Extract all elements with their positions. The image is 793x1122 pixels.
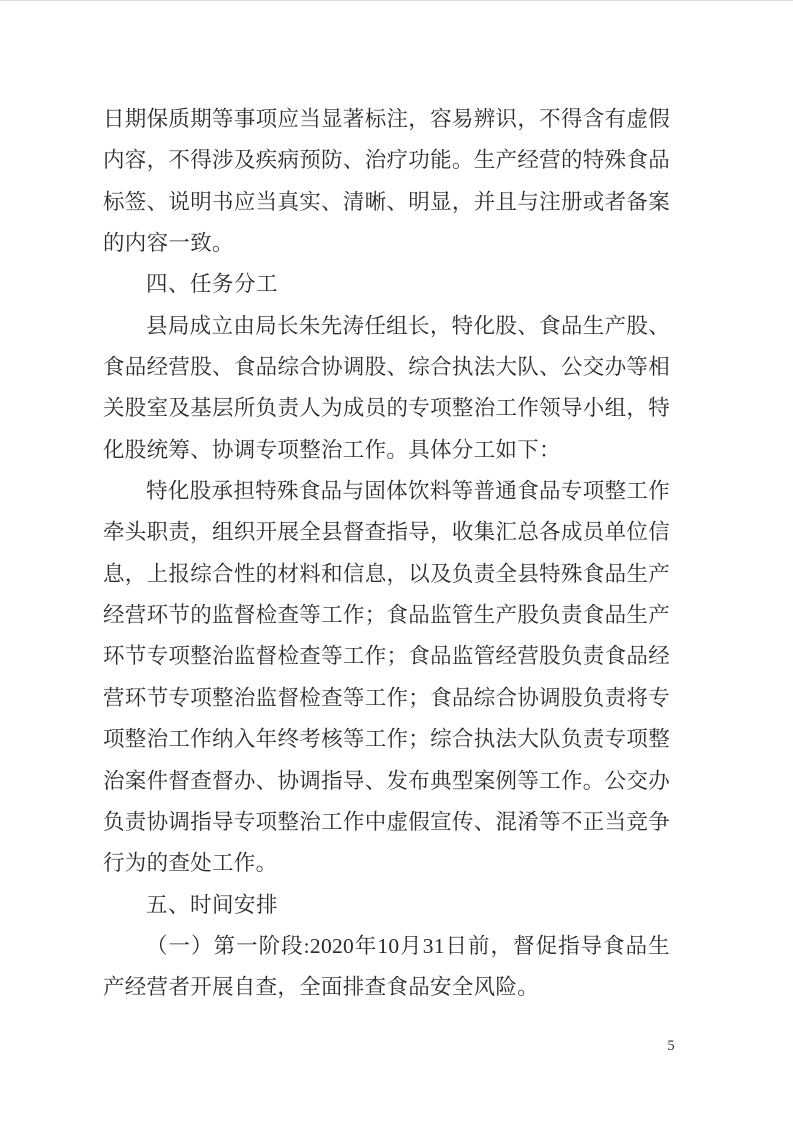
page-number: 5 xyxy=(667,1038,675,1054)
body-paragraph-phase-one: （一）第一阶段:2020年10月31日前，督促指导食品生产经营者开展自查，全面排查食品安全风险。 xyxy=(103,933,670,1000)
page-top-edge-line xyxy=(0,0,793,1)
body-paragraph-division-of-duties: 特化股承担特殊食品与固体饮料等普通食品专项整工作牵头职责，组织开展全县督查指导，收集汇总各成员单位信息，上报综合性的材料和信息，以及负责全县特殊食品生产经营环节的监督检查等工作；食品监管生产股负责食品生产环节专项整治监督检查等工作；食品监管经营股负责食品经营环节专项整治监督检查等工作；食品综合协调股负责将专项整治工作纳入年终考核等工作；综合执法大队负责专项整治案件督查督办、协调指导、发布典型案例等工作。公交办负责协调指导专项整治工作中虚假宣传、混淆等不正当竞争行为的查处工作。 xyxy=(103,479,670,876)
document-body xyxy=(103,99,670,1009)
section-heading-schedule: 五、时间安排 xyxy=(146,892,279,917)
section-heading-task-division: 四、任务分工 xyxy=(146,272,279,297)
body-paragraph-label-requirements: 日期保质期等事项应当显著标注，容易辨识，不得含有虚假内容，不得涉及疾病预防、治疗功能。生产经营的特殊食品标签、说明书应当真实、清晰、明显，并且与注册或者备案的内容一致。 xyxy=(103,107,670,256)
body-paragraph-leading-group: 县局成立由局长朱先涛任组长，特化股、食品生产股、食品经营股、食品综合协调股、综合执法大队、公交办等相关股室及基层所负责人为成员的专项整治工作领导小组，特化股统筹、协调专项整治工作。具体分工如下： xyxy=(103,313,670,462)
